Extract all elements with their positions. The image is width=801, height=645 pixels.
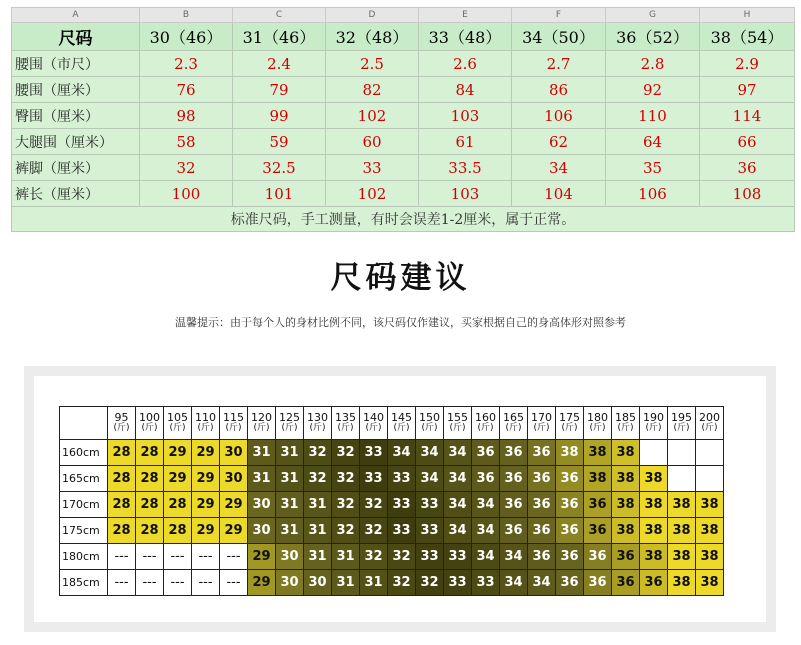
size-cell: 38	[612, 466, 640, 492]
weight-header-cell	[276, 407, 304, 440]
size-cell: 36	[612, 570, 640, 596]
size-cell: 28	[136, 466, 164, 492]
weight-unit: (斤)	[197, 423, 214, 433]
weight-header-cell	[388, 407, 416, 440]
weight-value: 160	[475, 411, 496, 424]
measurement-value: 103	[419, 181, 512, 207]
measurement-value: 2.9	[700, 51, 795, 77]
size-cell: 34	[528, 570, 556, 596]
size-cell: 36	[528, 544, 556, 570]
weight-unit: (斤)	[561, 423, 578, 433]
size-cell: 28	[108, 440, 136, 466]
size-cell: 32	[332, 518, 360, 544]
weight-unit: (斤)	[337, 423, 354, 433]
size-cell: 32	[360, 492, 388, 518]
weight-value: 100	[139, 411, 160, 424]
measurement-value: 102	[326, 181, 419, 207]
size-cell: 36	[528, 440, 556, 466]
measurement-value: 62	[512, 129, 606, 155]
size-cell: 34	[444, 518, 472, 544]
weight-header-cell	[416, 407, 444, 440]
weight-unit: (斤)	[393, 423, 410, 433]
measurement-value: 106	[606, 181, 700, 207]
size-cell: 38	[556, 440, 584, 466]
weight-header-cell	[136, 407, 164, 440]
measurement-value: 103	[419, 103, 512, 129]
column-letter: C	[233, 8, 326, 23]
weight-header-cell	[584, 407, 612, 440]
measurement-value: 33	[326, 155, 419, 181]
size-cell-na: ---	[192, 544, 220, 570]
size-cell: 33	[388, 466, 416, 492]
size-cell: 32	[360, 544, 388, 570]
size-grid-frame	[24, 366, 776, 632]
size-cell: 34	[416, 440, 444, 466]
measurement-value: 2.6	[419, 51, 512, 77]
size-cell-empty	[696, 466, 724, 492]
size-cell-na: ---	[220, 544, 248, 570]
size-cell: 34	[388, 440, 416, 466]
size-cell: 28	[164, 518, 192, 544]
weight-value: 185	[615, 411, 636, 424]
measurement-value: 61	[419, 129, 512, 155]
size-cell: 34	[444, 466, 472, 492]
height-label: 160cm	[60, 440, 108, 466]
size-cell: 31	[276, 492, 304, 518]
measurement-value: 101	[233, 181, 326, 207]
weight-unit: (斤)	[617, 423, 634, 433]
weight-unit: (斤)	[701, 423, 718, 433]
size-cell: 38	[668, 570, 696, 596]
weight-unit: (斤)	[253, 423, 270, 433]
size-cell: 34	[444, 492, 472, 518]
weight-unit: (斤)	[169, 423, 186, 433]
measurement-value: 58	[140, 129, 233, 155]
measurement-value: 106	[512, 103, 606, 129]
size-cell: 29	[164, 466, 192, 492]
weight-value: 145	[391, 411, 412, 424]
measurement-value: 60	[326, 129, 419, 155]
size-cell: 38	[612, 440, 640, 466]
weight-value: 200	[699, 411, 720, 424]
weight-unit: (斤)	[449, 423, 466, 433]
size-cell: 32	[388, 570, 416, 596]
weight-value: 125	[279, 411, 300, 424]
size-header-cell: 30（46）	[140, 23, 233, 51]
weight-value: 115	[223, 411, 244, 424]
measurement-note: 标准尺码，手工测量，有时会误差1-2厘米，属于正常。	[12, 207, 795, 232]
size-cell: 34	[472, 518, 500, 544]
size-cell: 36	[584, 492, 612, 518]
size-cell: 33	[444, 570, 472, 596]
size-cell: 36	[500, 440, 528, 466]
size-cell: 38	[696, 518, 724, 544]
weight-value: 175	[559, 411, 580, 424]
measurement-label: 臀围（厘米）	[12, 103, 140, 129]
size-cell-na: ---	[164, 570, 192, 596]
size-cell: 28	[108, 518, 136, 544]
size-header-label: 尺码	[12, 23, 140, 51]
weight-value: 155	[447, 411, 468, 424]
size-cell: 28	[136, 440, 164, 466]
size-cell: 36	[556, 570, 584, 596]
height-row	[60, 518, 724, 544]
weight-value: 150	[419, 411, 440, 424]
size-grid-panel	[34, 376, 766, 622]
weight-value: 190	[643, 411, 664, 424]
measurement-value: 108	[700, 181, 795, 207]
size-cell: 34	[472, 492, 500, 518]
weight-value: 195	[671, 411, 692, 424]
size-cell: 36	[472, 440, 500, 466]
size-cell: 33	[360, 440, 388, 466]
weight-value: 135	[335, 411, 356, 424]
column-letter-row	[12, 8, 795, 23]
size-cell: 38	[584, 440, 612, 466]
weight-value: 95	[114, 411, 129, 424]
size-cell: 38	[640, 544, 668, 570]
measurement-value: 2.4	[233, 51, 326, 77]
size-cell: 36	[528, 518, 556, 544]
measurement-label: 裤长（厘米）	[12, 181, 140, 207]
measurement-value: 86	[512, 77, 606, 103]
size-cell: 29	[192, 466, 220, 492]
size-cell: 36	[528, 492, 556, 518]
note-row	[12, 207, 795, 232]
size-cell: 38	[640, 518, 668, 544]
weight-header-cell	[220, 407, 248, 440]
measurement-row	[12, 103, 795, 129]
weight-unit: (斤)	[421, 423, 438, 433]
height-label: 170cm	[60, 492, 108, 518]
weight-unit: (斤)	[113, 423, 130, 433]
size-cell-na: ---	[108, 544, 136, 570]
size-header-cell: 33（48）	[419, 23, 512, 51]
size-cell: 36	[556, 518, 584, 544]
size-cell-na: ---	[220, 570, 248, 596]
grid-corner	[60, 407, 108, 440]
size-cell: 29	[248, 570, 276, 596]
measurement-value: 32.5	[233, 155, 326, 181]
size-cell: 31	[248, 466, 276, 492]
measurement-value: 92	[606, 77, 700, 103]
height-label: 175cm	[60, 518, 108, 544]
size-cell: 30	[276, 544, 304, 570]
size-header-cell: 32（48）	[326, 23, 419, 51]
size-cell-empty	[640, 440, 668, 466]
weight-header-cell	[472, 407, 500, 440]
weight-header-row	[60, 407, 724, 440]
measurement-row	[12, 155, 795, 181]
measurement-value: 64	[606, 129, 700, 155]
weight-value: 110	[195, 411, 216, 424]
size-cell: 36	[556, 544, 584, 570]
height-label: 180cm	[60, 544, 108, 570]
size-header-cell: 36（52）	[606, 23, 700, 51]
size-cell: 29	[248, 544, 276, 570]
weight-unit: (斤)	[477, 423, 494, 433]
measurement-value: 34	[512, 155, 606, 181]
weight-value: 130	[307, 411, 328, 424]
size-cell: 30	[248, 492, 276, 518]
size-cell: 28	[108, 466, 136, 492]
measurement-value: 2.8	[606, 51, 700, 77]
size-cell: 32	[360, 518, 388, 544]
measurement-value: 2.5	[326, 51, 419, 77]
size-cell: 34	[416, 466, 444, 492]
size-cell: 38	[696, 570, 724, 596]
weight-header-cell	[444, 407, 472, 440]
size-advice-tip: 温馨提示：由于每个人的身材比例不同，该尺码仅作建议，买家根据自己的身高体形对照参考	[175, 316, 626, 329]
column-letter: G	[606, 8, 700, 23]
size-cell-na: ---	[108, 570, 136, 596]
height-row	[60, 440, 724, 466]
size-cell: 36	[556, 466, 584, 492]
size-cell: 28	[136, 518, 164, 544]
weight-unit: (斤)	[505, 423, 522, 433]
size-cell: 38	[668, 544, 696, 570]
size-cell: 33	[444, 544, 472, 570]
weight-header-cell	[332, 407, 360, 440]
size-cell: 36	[584, 570, 612, 596]
size-cell: 29	[192, 492, 220, 518]
weight-header-cell	[360, 407, 388, 440]
size-cell: 36	[500, 466, 528, 492]
measurement-value: 97	[700, 77, 795, 103]
weight-value: 180	[587, 411, 608, 424]
column-letter: H	[700, 8, 795, 23]
weight-value: 165	[503, 411, 524, 424]
measurement-value: 59	[233, 129, 326, 155]
size-cell: 34	[444, 440, 472, 466]
size-header-cell: 31（46）	[233, 23, 326, 51]
size-cell: 38	[612, 518, 640, 544]
size-cell: 34	[472, 544, 500, 570]
weight-value: 170	[531, 411, 552, 424]
column-letter: E	[419, 8, 512, 23]
size-cell: 31	[332, 570, 360, 596]
measurement-value: 33.5	[419, 155, 512, 181]
measurement-row	[12, 181, 795, 207]
size-header-cell: 38（54）	[700, 23, 795, 51]
size-cell: 30	[276, 570, 304, 596]
weight-unit: (斤)	[225, 423, 242, 433]
size-cell: 36	[584, 518, 612, 544]
size-cell: 38	[612, 492, 640, 518]
weight-header-cell	[164, 407, 192, 440]
measurement-value: 110	[606, 103, 700, 129]
size-cell-na: ---	[136, 570, 164, 596]
weight-unit: (斤)	[281, 423, 298, 433]
weight-value: 120	[251, 411, 272, 424]
size-cell: 32	[332, 440, 360, 466]
size-cell: 38	[696, 492, 724, 518]
measurement-value: 98	[140, 103, 233, 129]
weight-unit: (斤)	[365, 423, 382, 433]
height-row	[60, 570, 724, 596]
measurement-value: 82	[326, 77, 419, 103]
weight-header-cell	[612, 407, 640, 440]
size-header-cell: 34（50）	[512, 23, 606, 51]
measurement-value: 76	[140, 77, 233, 103]
size-cell: 33	[388, 492, 416, 518]
size-cell: 30	[220, 466, 248, 492]
size-cell: 38	[668, 518, 696, 544]
measurement-value: 2.7	[512, 51, 606, 77]
size-cell: 31	[304, 518, 332, 544]
weight-unit: (斤)	[673, 423, 690, 433]
size-cell-empty	[668, 440, 696, 466]
size-header-row	[12, 23, 795, 51]
size-cell: 29	[220, 492, 248, 518]
weight-header-cell	[248, 407, 276, 440]
column-letter: D	[326, 8, 419, 23]
measurement-value: 100	[140, 181, 233, 207]
measurement-value: 102	[326, 103, 419, 129]
size-cell: 32	[416, 570, 444, 596]
weight-header-cell	[108, 407, 136, 440]
size-cell: 32	[388, 544, 416, 570]
size-cell: 34	[500, 544, 528, 570]
size-cell: 28	[164, 492, 192, 518]
size-cell: 34	[500, 570, 528, 596]
column-letter: F	[512, 8, 606, 23]
size-cell: 29	[192, 518, 220, 544]
size-cell: 33	[388, 518, 416, 544]
measurement-value: 2.3	[140, 51, 233, 77]
size-cell: 30	[220, 440, 248, 466]
height-label: 165cm	[60, 466, 108, 492]
size-cell: 38	[668, 492, 696, 518]
size-cell: 33	[416, 518, 444, 544]
weight-value: 140	[363, 411, 384, 424]
weight-unit: (斤)	[645, 423, 662, 433]
weight-value: 105	[167, 411, 188, 424]
size-cell: 36	[528, 466, 556, 492]
weight-header-cell	[640, 407, 668, 440]
height-row	[60, 466, 724, 492]
size-cell: 29	[164, 440, 192, 466]
weight-unit: (斤)	[309, 423, 326, 433]
measurement-value: 99	[233, 103, 326, 129]
weight-unit: (斤)	[589, 423, 606, 433]
size-cell: 31	[332, 544, 360, 570]
size-cell: 32	[304, 440, 332, 466]
size-cell: 31	[304, 492, 332, 518]
weight-header-cell	[668, 407, 696, 440]
measurement-value: 104	[512, 181, 606, 207]
size-cell-empty	[668, 466, 696, 492]
weight-unit: (斤)	[533, 423, 550, 433]
size-spec-sheet	[11, 7, 795, 232]
size-cell: 36	[500, 518, 528, 544]
measurement-row	[12, 77, 795, 103]
size-cell: 36	[612, 544, 640, 570]
measurement-value: 79	[233, 77, 326, 103]
measurement-label: 腰围（市尺）	[12, 51, 140, 77]
size-cell: 31	[304, 544, 332, 570]
measurement-row	[12, 51, 795, 77]
size-cell-empty	[696, 440, 724, 466]
size-cell: 28	[108, 492, 136, 518]
size-cell: 38	[640, 466, 668, 492]
size-cell: 31	[276, 466, 304, 492]
height-row	[60, 544, 724, 570]
size-cell: 31	[276, 518, 304, 544]
measurement-label: 裤脚（厘米）	[12, 155, 140, 181]
size-cell: 29	[220, 518, 248, 544]
height-label: 185cm	[60, 570, 108, 596]
size-recommendation-grid	[59, 406, 724, 596]
size-cell-na: ---	[192, 570, 220, 596]
measurement-value: 36	[700, 155, 795, 181]
measurement-value: 35	[606, 155, 700, 181]
weight-header-cell	[696, 407, 724, 440]
measurement-label: 腰围（厘米）	[12, 77, 140, 103]
size-cell: 36	[472, 466, 500, 492]
measurement-label: 大腿围（厘米）	[12, 129, 140, 155]
size-cell: 33	[416, 492, 444, 518]
size-cell: 30	[304, 570, 332, 596]
size-cell: 33	[360, 466, 388, 492]
size-cell: 31	[360, 570, 388, 596]
size-cell: 32	[304, 466, 332, 492]
height-row	[60, 492, 724, 518]
column-letter: B	[140, 8, 233, 23]
measurement-row	[12, 129, 795, 155]
measurement-value: 66	[700, 129, 795, 155]
size-cell: 38	[584, 466, 612, 492]
size-cell: 38	[640, 492, 668, 518]
size-cell: 32	[332, 492, 360, 518]
size-cell: 30	[248, 518, 276, 544]
size-cell: 28	[136, 492, 164, 518]
size-cell: 31	[276, 440, 304, 466]
weight-header-cell	[528, 407, 556, 440]
size-cell: 36	[640, 570, 668, 596]
size-cell: 36	[500, 492, 528, 518]
size-cell-na: ---	[164, 544, 192, 570]
weight-unit: (斤)	[141, 423, 158, 433]
measurement-value: 32	[140, 155, 233, 181]
size-cell: 32	[332, 466, 360, 492]
weight-header-cell	[304, 407, 332, 440]
weight-header-cell	[500, 407, 528, 440]
size-cell: 31	[248, 440, 276, 466]
size-cell: 33	[416, 544, 444, 570]
size-cell: 36	[556, 492, 584, 518]
column-letter: A	[12, 8, 140, 23]
measurement-value: 84	[419, 77, 512, 103]
size-cell: 29	[192, 440, 220, 466]
size-cell: 38	[696, 544, 724, 570]
size-cell-na: ---	[136, 544, 164, 570]
size-advice-title: 尺码建议	[330, 260, 471, 296]
size-cell: 33	[472, 570, 500, 596]
weight-header-cell	[192, 407, 220, 440]
measurement-value: 114	[700, 103, 795, 129]
weight-header-cell	[556, 407, 584, 440]
size-cell: 36	[584, 544, 612, 570]
